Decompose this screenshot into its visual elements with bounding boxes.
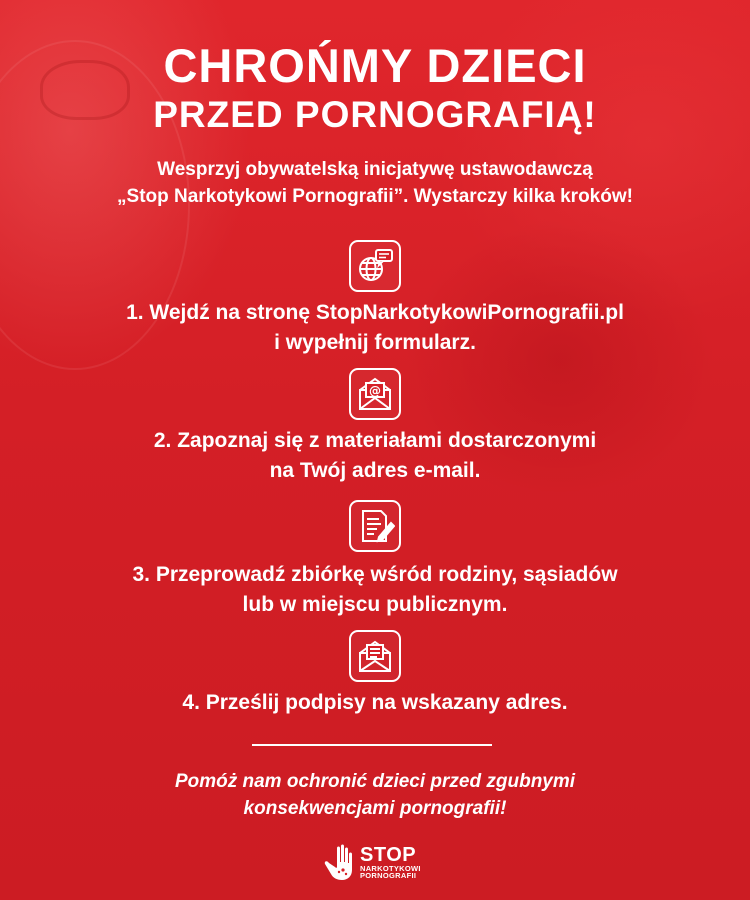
headline-line-2: PRZED PORNOGRAFIĄ! (153, 94, 597, 135)
step-4 (20, 688, 730, 718)
step-3-line-2: lub w miejscu publicznym. (242, 593, 508, 616)
step-1-line-2: i wypełnij formularz. (274, 331, 476, 354)
step-2-line-1: 2. Zapoznaj się z materiałami dostarczonymi (153, 429, 597, 452)
logo-text (360, 845, 421, 880)
closing-text (0, 768, 750, 822)
step-1-line-1: 1. Wejdź na stronę StopNarkotykowiPornografii.pl (126, 301, 624, 324)
step-2-line-2: na Twój adres e-mail. (269, 459, 481, 482)
intro-line-1: Wesprzyj obywatelską inicjatywę ustawodawczą (157, 159, 593, 180)
step-3 (20, 560, 730, 620)
stop-logo (322, 838, 442, 886)
logo-stop: STOP (360, 843, 417, 866)
step-1 (20, 298, 730, 358)
closing-line-1: Pomóż nam ochronić dzieci przed zgubnymi (174, 771, 576, 792)
email-at-icon (349, 368, 401, 420)
step-2 (20, 426, 730, 486)
envelope-letter-icon (349, 630, 401, 682)
intro-text (0, 156, 750, 210)
intro-line-2: „Stop Narkotykowi Pornografii”. Wystarczy kilka kroków! (117, 186, 633, 207)
closing-line-2: konsekwencjami pornografii! (243, 798, 507, 819)
globe-chat-icon (349, 240, 401, 292)
document-pen-icon (349, 500, 401, 552)
svg-text:@: @ (369, 384, 381, 398)
hand-icon (322, 842, 358, 882)
step-4-line-1: 4. Prześlij podpisy na wskazany adres. (182, 691, 568, 714)
step-3-line-1: 3. Przeprowadź zbiórkę wśród rodziny, sąsiadów (132, 563, 618, 586)
divider (252, 744, 492, 746)
logo-pornografii: PORNOGRAFII (360, 871, 417, 880)
logo-narkotykowi: NARKOTYKOWI (360, 863, 421, 873)
headline-line-1: CHROŃMY DZIECI (163, 39, 587, 92)
